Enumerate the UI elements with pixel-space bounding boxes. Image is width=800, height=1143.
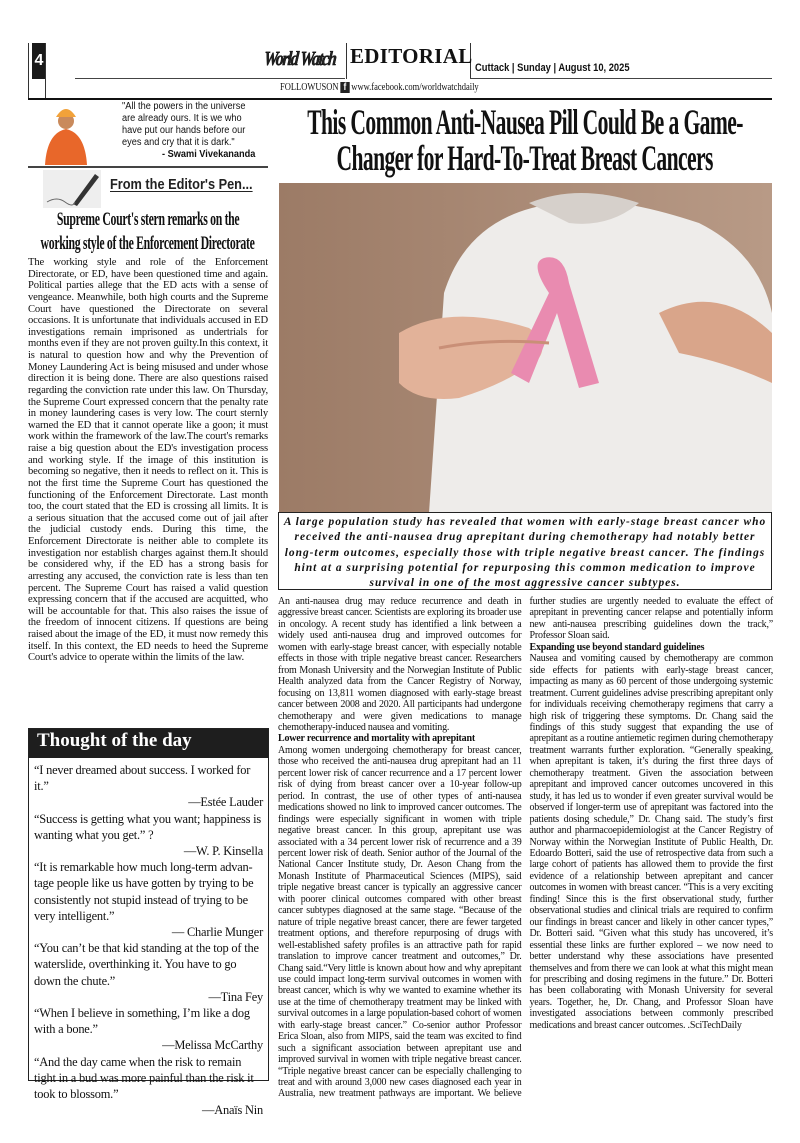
photo-caption: A large population study has revealed that women with early-stage breast cancer who received the anti-nausea drug aprepitant during chemotherapy had notably better long-term outcomes, especially those with triple negative breast cancer. The findings hint at a surprising potential for repurposing this common medication to improve survival in one of the most aggressive cancer subtypes. [278,512,772,590]
article-photo [279,183,772,513]
divider [75,78,345,79]
quote-author: — Charlie Munger [171,925,263,940]
quote-author: - Swami Vivekananda [161,149,256,160]
article-headline [278,104,772,176]
thought-quote [29,758,268,1118]
editorial-body: The working style and role of the Enforcement Directorate, or ED, have been questioned time and again. Political parties allege that the ED acts with a sense of vengeance. Meanwhile, both high courts and the Supreme Court have questioned the Directorate on several occasions. It is unfortunate that individuals accused in ED investigations remain imprisoned as undertrials for months even if they are not proven guilty.In this context, it is natural to question how and why the Prevention of Money Laundering Act is being misused and under whose direction it is being done. There are also questions raised regarding the conviction rate under this law. On Thursday, the Supreme Court expressed concern that the penalty rate in money laundering cases is very low. The court sternly warned the ED that it cannot operate like a goon; it must work within the framework of the law.The court's remarks raise a big question about the ED's investigation process and working style. If the image of this institution is becoming so negative, then it needs to reflect on it. This is not the first time the Supreme Court has questioned the functioning of the Enforcement Directorate. Last month too, the court stated that the ED is crossing all limits. It is a serious situation that the accused come out of jail after the judicial custody ends. During this time, the Enforcement Directorate is neither able to complete its investigation nor establish charges against them.It should be considered why, if the ED has a strong basis for arresting any accused, the conviction rate is less than ten percent. The Supreme Court has raised a valid question expressing concern that if the accused are acquitted, who will be accountable for that. This also raises the issue of the freedom of innocent citizens. If questions are being raised about the image of the ED, it must now remedy this itself. In this context, the ED needs to heed the Supreme Court's advice to operate within the limits of the law. [28,257,268,664]
facebook-icon: f [340,82,349,93]
quote-author: —W. P. Kinsella [183,844,263,859]
divider [28,166,268,168]
follow-us [280,82,479,93]
quote-text: “When I believe in something, I’m like a dog with a bone.” [34,1006,250,1037]
article-subheading: Expanding use beyond standard guidelines [529,641,705,653]
article-body [278,596,773,1108]
quote-text: "All the powers in the universe are already ours. It is we who have put our hands before our eyes and cry that it is dark." [122,101,246,148]
quote-box [122,101,255,161]
section-title: EDITORIAL [350,44,473,68]
newspaper-logo [255,42,345,76]
editorial-headline-line: Supreme Court's stern remarks on the [56,209,240,230]
article-subheading: Lower recurrence and mortality with aprepitant [278,733,475,745]
article-headline-line: Changer for Hard-To-Treat Breast Cancers [336,138,714,178]
thought-of-the-day [28,728,269,1118]
quote-text: “And the day came when the risk to remain tight in a bud was more painful than the risk it took to blossom.” [34,1054,254,1102]
quote-author: —Melissa McCarthy [162,1038,263,1053]
article-paragraph: An anti-nausea drug may reduce recurrence and death in aggressive breast cancer. Scientists are exploring its broader use in oncology. A recent study has identified a link between a widely used anti-nausea drug and improved outcomes for women with early-stage breast cancer, with especially notable effects in those with triple negative breast cancer. Researchers from Monash University and the Norwegian Institute of Public Health analyzed data from the Cancer Registry of Norway, focusing on 13,811 women diagnosed with early-stage breast cancer between 2008 and 2020. All participants had undergone chemotherapy and were given medications to manage chemotherapy-induced nausea and vomiting. [278,596,522,733]
page-number: 4 [32,43,46,79]
editorial-headline-line: working style of the Enforcement Directorate [41,233,255,254]
quote-text: “Success is getting what you want; happiness is wanting what you get.” ? [34,811,262,842]
divider [45,43,46,99]
quote-text: “It is remarkable how much long-term advan-tage people like us have gotten by trying to be consistently not stupid instead of trying to be very intelligent.” [34,860,254,923]
pen-icon [43,170,101,208]
editorial-headline [28,208,268,256]
quote-author: —Tina Fey [208,989,263,1004]
vivekananda-portrait [35,101,97,165]
editors-pen-label: From the Editor's Pen... [110,176,253,193]
header-rule [28,98,772,100]
logo-text: World Watch [263,47,337,70]
dateline: Cuttack | Sunday | August 10, 2025 [475,62,630,74]
divider [28,43,29,99]
divider [346,43,347,79]
thought-title: Thought of the day [29,729,268,758]
quote-text: “I never dreamed about success. I worked for it.” [34,763,251,794]
quote-text: “You can’t be that kid standing at the top of the waterslide, overthinking it. You have to go down the chute.” [34,941,259,988]
quote-author: —Anaïs Nin [202,1103,263,1118]
article-paragraph: Among women undergoing chemotherapy for breast cancer, those who received the anti-nausea drug aprepitant had an 11 percent lower risk of cancer recurrence and a 17 percent lower risk of dying from breast cancer over a 10-year follow-up period. In contrast, the use of other types of anti-nausea medications showed no link to improved cancer outcomes. The findings were especially significant in women with triple negative breast cancer. In this group, aprepitant use was associated with a 34 percent lower risk of recurrence and a 39 percent lower risk of death. Senior author of the Journal of the National Cancer Institute study, Dr. Aeson Chang from the Monash Institute of Pharmaceutical Sciences (MIPS), said triple negative breast cancer is typically an aggressive cancer with poorer clinical outcomes compared with other breast cancer subtypes diagnosed at the same stage. “Because of the nature of triple negative breast cancer, there are fewer targeted treatment options, and therefore repurposing of drugs with well-established safety profiles is an attractive path for rapid translation to improve cancer treatment and outcomes,” Dr. Chang said.“Very little is known about how and why aprepitant use could impact long-term survival outcomes in women with breast cancer, which is why we wanted to examine whether its use at the time of chemotherapy treatment may be linked with survival outcomes in a large population-based cohort of women with early-stage breast cancer.” Co-senior author Professor Erica Sloan, also from MIPS, said the team was excited to find such a significant association between aprepitant use and improved survival in women with triple negative breast cancer. “Triple negative breast cancer can be especially challenging to treat and with around 3,000 new cases diagnosed each year in Australia, new treatment pathways are important. We believe further studies are urgently needed to evaluate the effect of aprepitant in preventing cancer relapse and potentially inform new anti-nausea prescribing guidelines down the track,” Professor Sloan said. [278,596,773,1100]
article-paragraph: Nausea and vomiting caused by chemotherapy are common side effects for patients with early-stage breast cancer, impacting as many as 60 percent of those undergoing systemic treatment. Current guidelines advise prescribing aprepitant only for individuals receiving chemotherapy regimens that carry a high risk of triggering these symptoms. Dr. Chang said the findings of this study suggest that expanding the use of aprepitant as a routine antiemetic regimen during chemotherapy treatment warrants further exploration. “Generally speaking, when aprepitant is taken, it’s during the first three days of chemotherapy treatment. Given the association between aprepitant and improved cancer outcomes uncovered in this study, it has led us to wonder if even greater survival would be observed if longer-term use of aprepitant was factored into the patients dosing schedule,” Dr. Chang said. The study’s first author and pharmacoepidemiologist at the Cancer Registry of Norway within the Norwegian Institute of Public Health, Dr. Edoardo Botteri, said the use of retrospective data from such a large cohort of patients has allowed them to provide the first evidence of a relationship between aprepitant and cancer outcomes in women with breast cancer. “This is a very exciting finding! Since this is the first observational study, further observational studies and clinical trials are required to confirm our findings in breast cancer and likely in other cancer types,” Dr. Botteri said. “Given what this study has uncovered, it’s essential these links are further explored – we now need to better understand why these associations have presented themselves and from there we can look at what this might mean for prescribing and dosing regimens in the future.” Dr. Botteri has been collaborating with Monash University for several years. Together, he, Dr. Chang, and Professor Sloan have investigated associations between commonly prescribed medications and breast cancer outcomes. .SciTechDaily [529,653,773,1031]
quote-author: —Estée Lauder [188,795,263,810]
divider [470,78,772,79]
facebook-link[interactable]: www.facebook.com/worldwatchdaily [351,82,479,93]
article-headline-line: This Common Anti-Nausea Pill Could Be a Game- [307,102,743,142]
follow-label: FOLLOWUSON [280,82,339,93]
